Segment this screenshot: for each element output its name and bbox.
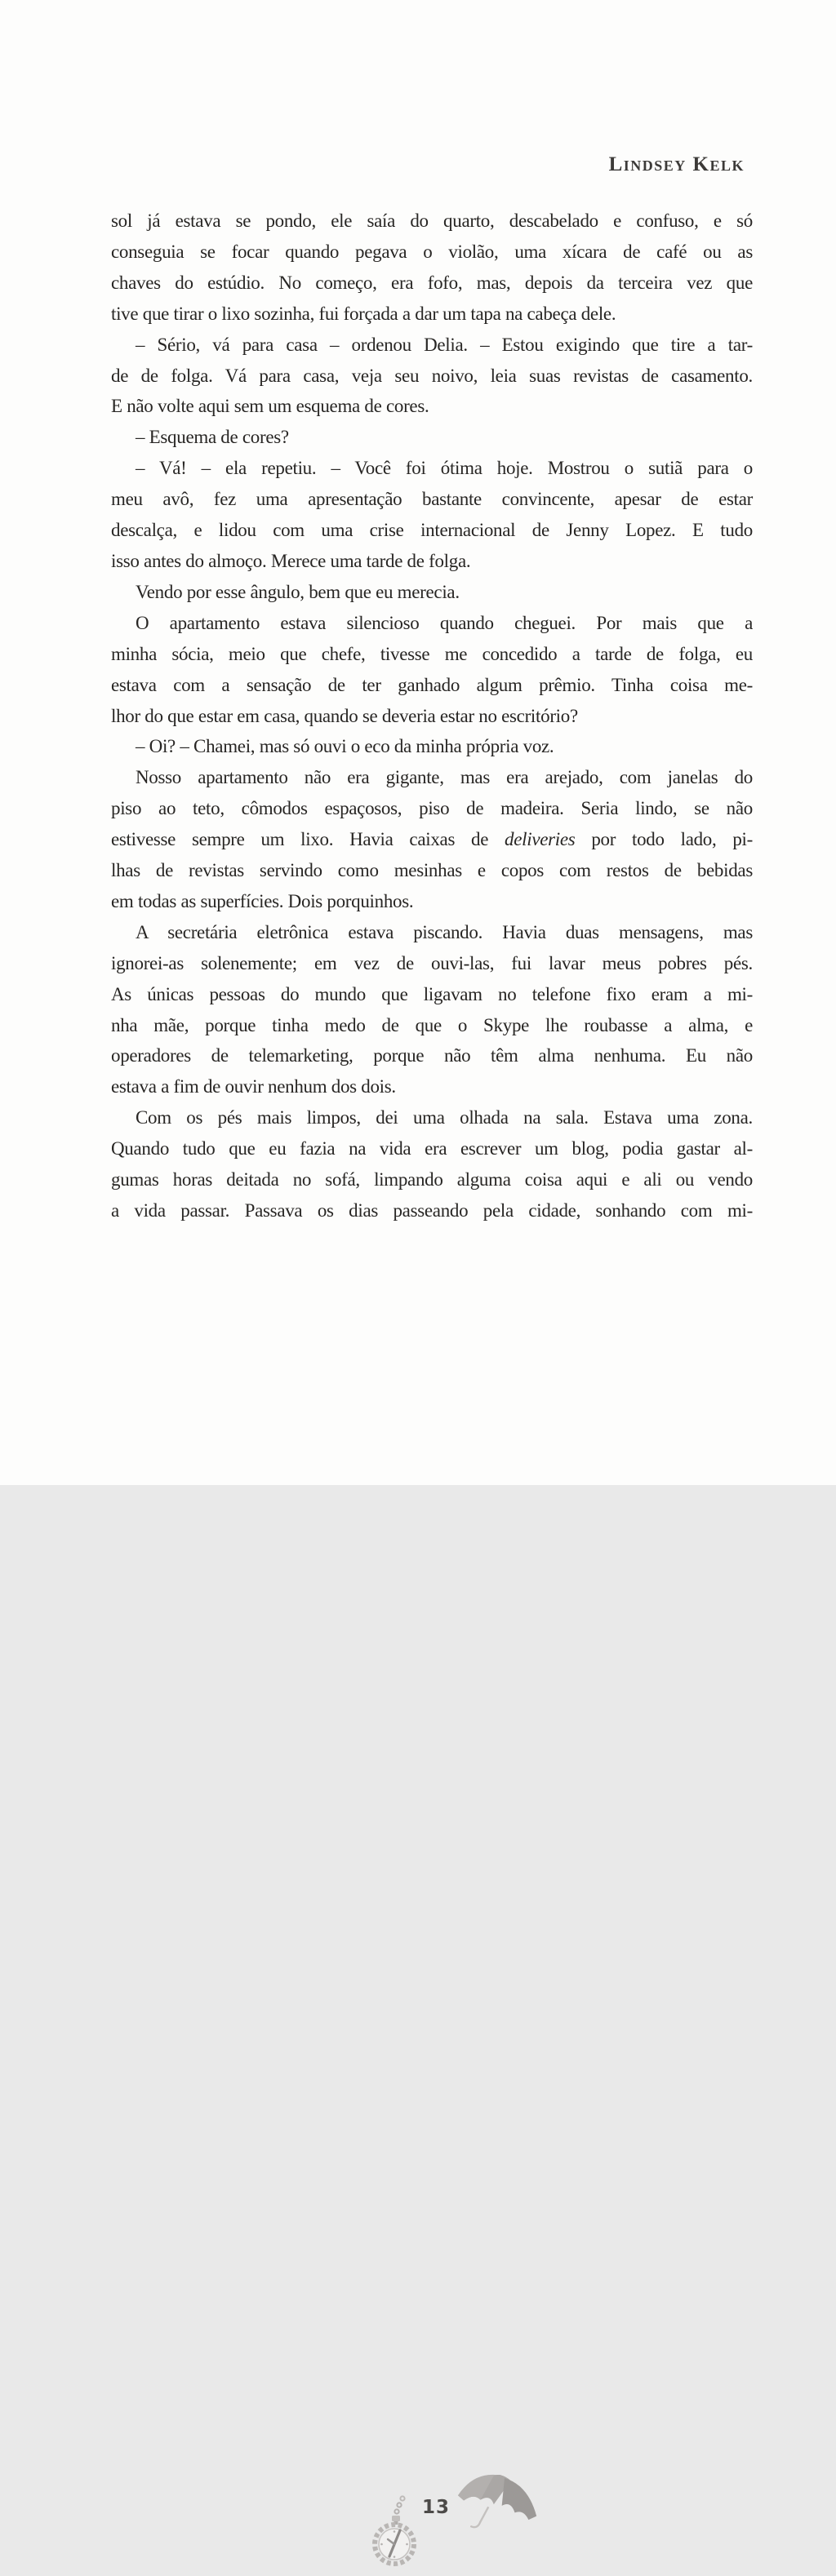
running-head-author: Lindsey Kelk: [608, 153, 745, 175]
text-line: E não volte aqui sem um esquema de cores.: [111, 396, 429, 417]
text-line: – Sério, vá para casa – ordenou Delia. – Estou exigindo que tire a tar-: [136, 334, 753, 355]
text-line: estivesse sempre um lixo. Havia caixas de deliveries por todo lado, pi-: [111, 829, 754, 850]
body-text: [111, 206, 753, 1226]
text-line: As únicas pessoas do mundo que ligavam no telefone fixo eram a mi-: [111, 983, 753, 1004]
text-line: estava com a sensação de ter ganhado algum prêmio. Tinha coisa me-: [111, 674, 753, 695]
text-line: meu avô, fez uma apresentação bastante convincente, apesar de estar: [111, 489, 753, 510]
text-line: nha mãe, porque tinha medo de que o Skype lhe roubasse a alma, e: [111, 1014, 753, 1035]
text-line: tive que tirar o lixo sozinha, fui forçada a dar um tapa na cabeça dele.: [111, 303, 616, 324]
umbrella-icon: [454, 2472, 544, 2545]
text-line: operadores de telemarketing, porque não têm alma nenhuma. Eu não: [111, 1045, 753, 1066]
text-line: Quando tudo que eu fazia na vida era escrever um blog, podia gastar al-: [111, 1138, 753, 1159]
text-line: minha sócia, meio que chefe, tivesse me concedido a tarde de folga, eu: [111, 643, 753, 664]
page-number: 13: [422, 2497, 451, 2518]
text-line: lhor do que estar em casa, quando se deveria estar no escritório?: [111, 705, 578, 726]
text-line: em todas as superfícies. Dois porquinhos.: [111, 890, 414, 911]
text-line: estava a fim de ouvir nenhum dos dois.: [111, 1076, 396, 1097]
text-line: A secretária eletrônica estava piscando. Havia duas mensagens, mas: [136, 921, 753, 942]
text-line: isso antes do almoço. Merece uma tarde de folga.: [111, 550, 471, 571]
text-line: Vendo por esse ângulo, bem que eu merecia.: [136, 581, 460, 602]
text-line: – Esquema de cores?: [136, 427, 289, 448]
text-line: conseguia se focar quando pegava o violão, uma xícara de café ou as: [111, 241, 753, 262]
text-line: Nosso apartamento não era gigante, mas era arejado, com janelas do: [136, 767, 753, 788]
pocket-watch-icon: [369, 2494, 420, 2576]
text-line: chaves do estúdio. No começo, era fofo, mas, depois da terceira vez que: [111, 272, 753, 293]
text-line: – Oi? – Chamei, mas só ouvi o eco da minha própria voz.: [136, 736, 554, 757]
text-line: lhas de revistas servindo como mesinhas e copos com restos de bebidas: [111, 860, 753, 881]
text-line: gumas horas deitada no sofá, limpando alguma coisa aqui e ali ou vendo: [111, 1169, 753, 1190]
text-line: a vida passar. Passava os dias passeando pela cidade, sonhando com mi-: [111, 1200, 753, 1221]
text-line: ignorei-as solenemente; em vez de ouvi-las, fui lavar meus pobres pés.: [111, 952, 753, 973]
text-line: Com os pés mais limpos, dei uma olhada na sala. Estava uma zona.: [136, 1107, 753, 1128]
text-line: piso ao teto, cômodos espaçosos, piso de madeira. Seria lindo, se não: [111, 798, 753, 819]
text-line: – Vá! – ela repetiu. – Você foi ótima hoje. Mostrou o sutiã para o: [136, 458, 753, 479]
text-line: O apartamento estava silencioso quando cheguei. Por mais que a: [136, 612, 753, 633]
text-line: de de folga. Vá para casa, veja seu noivo, leia suas revistas de casamento.: [111, 365, 753, 386]
text-line: sol já estava se pondo, ele saía do quarto, descabelado e confuso, e só: [111, 211, 753, 231]
text-line: descalça, e lidou com uma crise internacional de Jenny Lopez. E tudo: [111, 520, 753, 541]
page-footer: [0, 1232, 836, 2518]
